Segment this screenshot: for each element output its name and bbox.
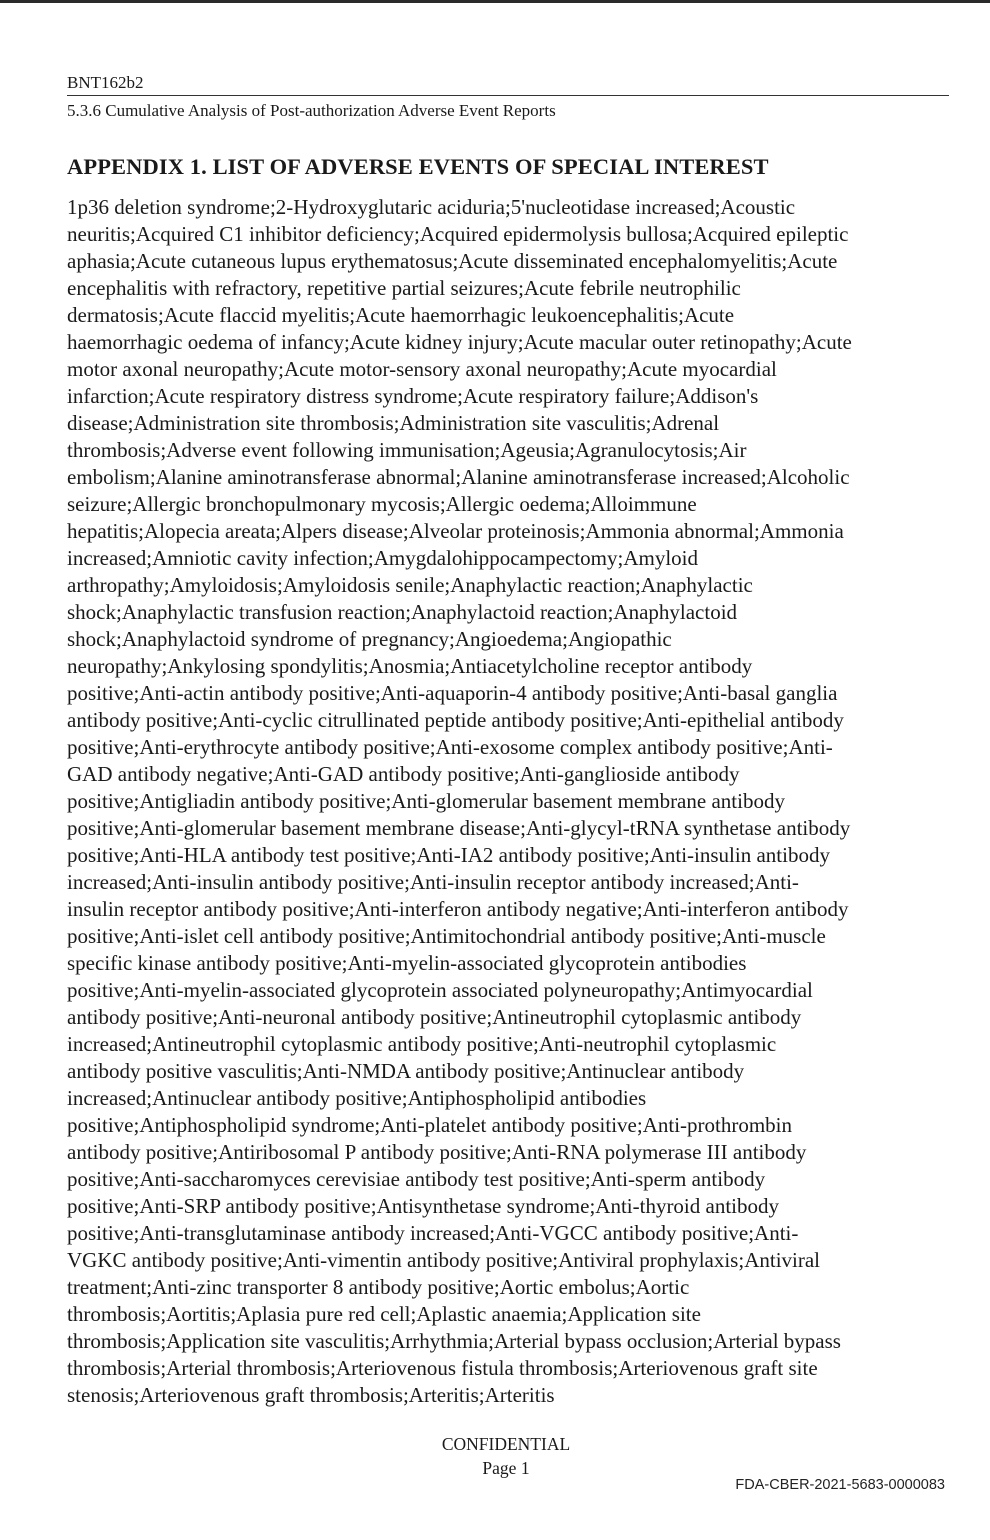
appendix-title: APPENDIX 1. LIST OF ADVERSE EVENTS OF SPECIAL INTEREST (67, 154, 769, 179)
body-text-line: thrombosis;Application site vasculitis;Arrhythmia;Arterial bypass occlusion;Arterial bypass (67, 1329, 841, 1353)
body-text-line: positive;Anti-glomerular basement membrane disease;Anti-glycyl-tRNA synthetase antibody (67, 816, 851, 840)
body-text-line: positive;Antiphospholipid syndrome;Anti-platelet antibody positive;Anti-prothrombin (67, 1113, 793, 1137)
body-text-line: treatment;Anti-zinc transporter 8 antibody positive;Aortic embolus;Aortic (67, 1275, 690, 1299)
confidential-label: CONFIDENTIAL (441, 1434, 571, 1454)
body-text-line: antibody positive;Anti-cyclic citrullinated peptide antibody positive;Anti-epithelial antibody (67, 708, 844, 732)
body-text-line: shock;Anaphylactoid syndrome of pregnancy;Angioedema;Angiopathic (67, 627, 672, 651)
body-text-line: thrombosis;Arterial thrombosis;Arteriovenous fistula thrombosis;Arteriovenous graft site (67, 1356, 818, 1380)
page-number: Page 1 (482, 1458, 530, 1478)
body-text-line: positive;Anti-myelin-associated glycoprotein associated polyneuropathy;Antimyocardial (67, 978, 813, 1002)
body-text-line: positive;Anti-erythrocyte antibody positive;Anti-exosome complex antibody positive;Anti- (67, 735, 833, 759)
body-text-line: GAD antibody negative;Anti-GAD antibody positive;Anti-ganglioside antibody (67, 762, 740, 786)
body-text-line: positive;Anti-HLA antibody test positive;Anti-IA2 antibody positive;Anti-insulin antibody (67, 843, 830, 867)
body-text-line: hepatitis;Alopecia areata;Alpers disease;Alveolar proteinosis;Ammonia abnormal;Ammonia (67, 519, 844, 543)
body-text-line: increased;Antinuclear antibody positive;Antiphospholipid antibodies (67, 1086, 647, 1110)
body-text-line: haemorrhagic oedema of infancy;Acute kidney injury;Acute macular outer retinopathy;Acute (67, 330, 852, 354)
body-text-line: increased;Amniotic cavity infection;Amygdalohippocampectomy;Amyloid (67, 546, 699, 570)
body-text-line: antibody positive;Anti-neuronal antibody positive;Antineutrophil cytoplasmic antibody (67, 1005, 802, 1029)
body-text-line: VGKC antibody positive;Anti-vimentin antibody positive;Antiviral prophylaxis;Antiviral (67, 1248, 821, 1272)
page-header (67, 72, 949, 122)
body-text-line: encephalitis with refractory, repetitive partial seizures;Acute febrile neutrophilic (67, 276, 741, 300)
body-text-line: shock;Anaphylactic transfusion reaction;Anaphylactoid reaction;Anaphylactoid (67, 600, 738, 624)
top-border-line (0, 0, 990, 3)
body-text-line: specific kinase antibody positive;Anti-myelin-associated glycoprotein antibodies (67, 951, 747, 975)
fda-document-code: FDA-CBER-2021-5683-0000083 (735, 1477, 945, 1493)
body-text-line: increased;Antineutrophil cytoplasmic antibody positive;Anti-neutrophil cytoplasmic (67, 1032, 777, 1056)
body-text-line: positive;Anti-transglutaminase antibody increased;Anti-VGCC antibody positive;Anti- (67, 1221, 799, 1245)
body-text-line: increased;Anti-insulin antibody positive;Anti-insulin receptor antibody increased;Anti- (67, 870, 799, 894)
body-text-line: seizure;Allergic bronchopulmonary mycosis;Allergic oedema;Alloimmune (67, 492, 697, 516)
body-text-line: neuritis;Acquired C1 inhibitor deficiency;Acquired epidermolysis bullosa;Acquired epileptic (67, 222, 849, 246)
body-text-line: neuropathy;Ankylosing spondylitis;Anosmia;Antiacetylcholine receptor antibody (67, 654, 753, 678)
document-id: BNT162b2 (67, 72, 949, 96)
body-text-line: 1p36 deletion syndrome;2-Hydroxyglutaric aciduria;5'nucleotidase increased;Acoustic (67, 195, 796, 219)
adverse-events-list (67, 194, 947, 1409)
body-text-line: positive;Anti-islet cell antibody positive;Antimitochondrial antibody positive;Anti-muscle (67, 924, 826, 948)
body-text-line: infarction;Acute respiratory distress syndrome;Acute respiratory failure;Addison's (67, 384, 759, 408)
body-text-line: insulin receptor antibody positive;Anti-interferon antibody negative;Anti-interferon antibody (67, 897, 849, 921)
body-text-line: motor axonal neuropathy;Acute motor-sensory axonal neuropathy;Acute myocardial (67, 357, 777, 381)
section-reference: 5.3.6 Cumulative Analysis of Post-authorization Adverse Event Reports (67, 101, 556, 120)
body-text-line: positive;Anti-saccharomyces cerevisiae antibody test positive;Anti-sperm antibody (67, 1167, 766, 1191)
body-text-line: thrombosis;Adverse event following immunisation;Ageusia;Agranulocytosis;Air (67, 438, 747, 462)
body-text-line: embolism;Alanine aminotransferase abnormal;Alanine aminotransferase increased;Alcoholic (67, 465, 850, 489)
body-text-line: dermatosis;Acute flaccid myelitis;Acute haemorrhagic leukoencephalitis;Acute (67, 303, 735, 327)
body-text-line: aphasia;Acute cutaneous lupus erythematosus;Acute disseminated encephalomyelitis;Acute (67, 249, 838, 273)
body-text-line: positive;Anti-SRP antibody positive;Antisynthetase syndrome;Anti-thyroid antibody (67, 1194, 780, 1218)
body-text-line: disease;Administration site thrombosis;Administration site vasculitis;Adrenal (67, 411, 720, 435)
body-text-line: thrombosis;Aortitis;Aplasia pure red cell;Aplastic anaemia;Application site (67, 1302, 701, 1326)
body-text-line: arthropathy;Amyloidosis;Amyloidosis senile;Anaphylactic reaction;Anaphylactic (67, 573, 753, 597)
body-text-line: positive;Antigliadin antibody positive;Anti-glomerular basement membrane antibody (67, 789, 785, 813)
body-text-line: antibody positive vasculitis;Anti-NMDA antibody positive;Antinuclear antibody (67, 1059, 745, 1083)
body-text-line: positive;Anti-actin antibody positive;Anti-aquaporin-4 antibody positive;Anti-basal ganglia (67, 681, 838, 705)
body-text-line: stenosis;Arteriovenous graft thrombosis;Arteritis;Arteritis (67, 1383, 555, 1407)
body-text-line: antibody positive;Antiribosomal P antibody positive;Anti-RNA polymerase III antibody (67, 1140, 807, 1164)
